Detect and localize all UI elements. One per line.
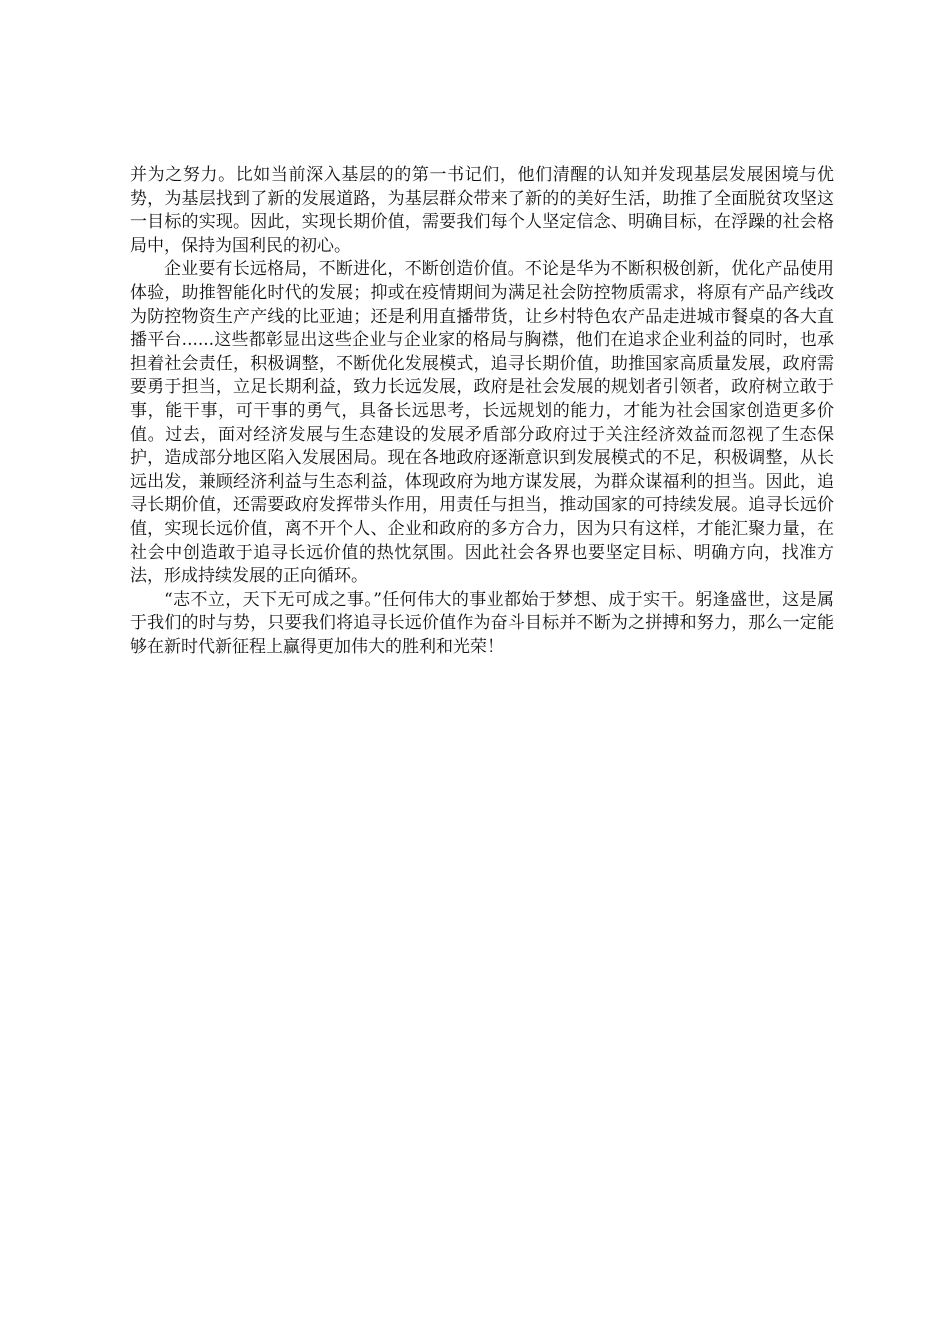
document-body bbox=[130, 164, 834, 659]
paragraph-continued: 并为之努力。比如当前深入基层的的第一书记们，他们清醒的认知并发现基层发展困境与优势，为基层找到了新的发展道路，为基层群众带来了新的的美好生活，助推了全面脱贫攻坚这一目标的实现。因此，实现长期价值，需要我们每个人坚定信念、明确目标，在浮躁的社会格局中，保持为国利民的初心。 bbox=[130, 165, 834, 256]
paragraph-conclusion: “志不立，天下无可成之事。”任何伟大的事业都始于梦想、成于实干。躬逢盛世，这是属于我们的时与势，只要我们将追寻长远价值作为奋斗目标并不断为之拼搏和努力，那么一定能够在新时代新征程上赢得更加伟大的胜利和光荣！ bbox=[130, 589, 834, 657]
paragraph-enterprise-government: 企业要有长远格局，不断进化，不断创造价值。不论是华为不断积极创新，优化产品使用体验，助推智能化时代的发展；抑或在疫情期间为满足社会防控物质需求，将原有产品产线改为防控物资生产产线的比亚迪；还是利用直播带货，让乡村特色农产品走进城市餐桌的各大直播平台......这些都彰显出这些企业与企业家的格局与胸襟，他们在追求企业利益的同时，也承担着社会责任，积极调整，不断优化发展模式，追寻长期价值，助推国家高质量发展，政府需要勇于担当，立足长期利益，致力长远发展，政府是社会发展的规划者引领者，政府树立敢于事，能干事，可干事的勇气，具备长远思考，长远规划的能力，才能为社会国家创造更多价值。过去，面对经济发展与生态建设的发展矛盾部分政府过于关注经济效益而忽视了生态保护，造成部分地区陷入发展困局。现在各地政府逐渐意识到发展模式的不足，积极调整，从长远出发，兼顾经济利益与生态利益，体现政府为地方谋发展，为群众谋福利的担当。因此，追寻长期价值，还需要政府发挥带头作用，用责任与担当，推动国家的可持续发展。追寻长远价值，实现长远价值，离不开个人、企业和政府的多方合力，因为只有这样，才能汇聚力量，在社会中创造敢于追寻长远价值的热忱氛围。因此社会各界也要坚定目标、明确方向，找准方法，形成持续发展的正向循环。 bbox=[130, 259, 834, 587]
